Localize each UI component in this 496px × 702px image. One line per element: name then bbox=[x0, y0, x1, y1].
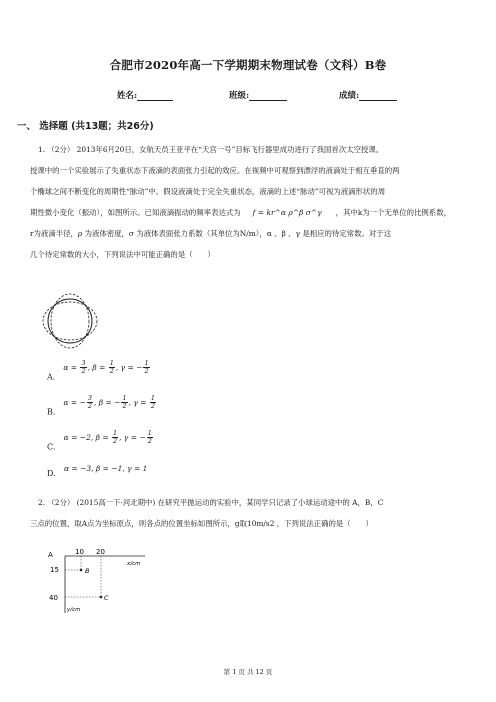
option-c-label: C． bbox=[47, 442, 62, 452]
fraction bbox=[87, 395, 93, 410]
fraction-den: 2 bbox=[144, 367, 149, 375]
option-d-label: D． bbox=[47, 469, 62, 478]
q1-line: 1. （2分） 2013年6月20日，女航天员王亚平在“天宫一号”目标飞行器里成功进行了我国首次太空授课。 bbox=[38, 145, 384, 154]
option-b[interactable] bbox=[47, 394, 157, 420]
trajectory-graph bbox=[45, 545, 150, 615]
class-label: 班级: bbox=[229, 91, 250, 101]
droplet-figure bbox=[41, 290, 99, 352]
fraction bbox=[121, 395, 127, 410]
math-text: , β = − bbox=[93, 397, 121, 407]
fraction bbox=[150, 395, 156, 410]
x-tick-label: 10 bbox=[75, 548, 84, 556]
x-tick-label: 20 bbox=[96, 548, 105, 556]
point-b-marker bbox=[80, 569, 83, 572]
math-text: α = − bbox=[63, 397, 86, 407]
fraction bbox=[80, 360, 86, 375]
fraction-den: 2 bbox=[109, 367, 114, 375]
fraction-den: 2 bbox=[150, 402, 156, 410]
x-axis-label: x/cm bbox=[127, 561, 141, 567]
fraction-den: 2 bbox=[81, 367, 86, 375]
question-2-text bbox=[30, 492, 470, 534]
section-heading: 一、 选择题 (共13题；共26分) bbox=[17, 121, 154, 132]
option-d-formula: α = −3, β = −1, γ = 1 bbox=[63, 464, 148, 473]
option-a-label: A． bbox=[47, 372, 61, 382]
option-a[interactable] bbox=[47, 359, 151, 385]
frequency-formula: f = kr^α ρ^β σ^γ bbox=[252, 208, 322, 217]
fraction-num: 3 bbox=[81, 359, 86, 367]
page-number: 第 1 页 共 12 页 bbox=[223, 668, 273, 676]
y-tick-label: 40 bbox=[49, 594, 58, 602]
score-blank bbox=[359, 91, 397, 101]
point-c-label: C bbox=[104, 594, 109, 602]
q1-line: r为液滴半径，ρ 为液体密度，σ 为液体表面张力系数（其单位为N/m），α 、β 、γ 是相应的待定常数。对于这 bbox=[30, 229, 392, 238]
page-title: 合肥市2020年高一下学期期末物理试卷（文科）B卷 bbox=[109, 58, 387, 72]
option-d[interactable] bbox=[47, 464, 148, 479]
q1-line: 授课中的一个实验展示了失重状态下液滴的表面张力引起的效应。在视频中可观察到漂浮的液滴处于相互垂直的两 bbox=[30, 166, 400, 175]
question-1-text bbox=[30, 139, 470, 265]
fraction-num: 1 bbox=[122, 394, 127, 402]
point-c-marker bbox=[100, 596, 103, 599]
fraction bbox=[112, 430, 118, 445]
name-blank bbox=[137, 91, 173, 101]
fraction bbox=[147, 430, 153, 445]
option-c[interactable] bbox=[47, 429, 154, 455]
fraction-num: 1 bbox=[109, 359, 114, 367]
math-text: , β = bbox=[87, 362, 108, 372]
score-field bbox=[339, 89, 397, 101]
fraction-num: 1 bbox=[147, 429, 152, 437]
q1-line: 几个待定常数的大小，下列说法中可能正确的是（ ） bbox=[30, 250, 215, 259]
q1-line bbox=[30, 202, 470, 223]
fraction-den: 2 bbox=[122, 402, 127, 410]
score-label: 成绩: bbox=[339, 91, 360, 101]
class-blank bbox=[249, 91, 287, 101]
fraction-den: 2 bbox=[113, 437, 118, 445]
option-c-formula bbox=[63, 429, 154, 445]
option-b-formula bbox=[63, 394, 157, 410]
class-field bbox=[229, 89, 287, 101]
fraction bbox=[109, 360, 115, 375]
q1-line-part: ，其中k为一个无单位的比例系数， bbox=[335, 208, 451, 217]
q2-line: 三点的位置，取A点为坐标原点，则各点的位置坐标如图所示，g取10m/s2 ，下列说法正确的是（ ） bbox=[30, 519, 373, 528]
point-b-label: B bbox=[85, 567, 90, 575]
name-label: 姓名: bbox=[117, 91, 138, 101]
fraction-den: 2 bbox=[147, 437, 152, 445]
fraction-num: 1 bbox=[144, 359, 149, 367]
q2-line: 2. （2分） (2015高一下·河北期中) 在研究平抛运动的实验中，某同学只记录了小球运动途中的 A，B，C bbox=[38, 498, 384, 507]
math-text: , γ = − bbox=[119, 432, 146, 442]
fraction-den: 2 bbox=[87, 402, 92, 410]
math-text: α = bbox=[63, 362, 80, 372]
fraction-num: 3 bbox=[87, 394, 92, 402]
fraction-num: 1 bbox=[113, 429, 118, 437]
math-text: , γ = bbox=[128, 397, 149, 407]
fraction-num: 1 bbox=[150, 394, 156, 402]
option-a-formula bbox=[63, 359, 150, 375]
name-field bbox=[117, 89, 173, 101]
math-text: , γ = − bbox=[115, 362, 143, 372]
fraction bbox=[143, 360, 149, 375]
y-tick-label: 15 bbox=[50, 566, 59, 574]
q1-line-part: 期性微小变化（振动），如图所示。已知液滴振动的频率表达式为 bbox=[30, 208, 241, 217]
option-b-label: B． bbox=[47, 407, 61, 417]
q1-line: 个椭球之间不断变化的周期性“脉动”中。假设液滴处于完全失重状态，液滴的上述“脉动”可视为液滴形状的周 bbox=[30, 187, 386, 196]
y-axis-label: y/cm bbox=[67, 607, 81, 613]
point-a-label: A bbox=[48, 551, 53, 559]
math-text: α = −2, β = bbox=[63, 432, 112, 442]
